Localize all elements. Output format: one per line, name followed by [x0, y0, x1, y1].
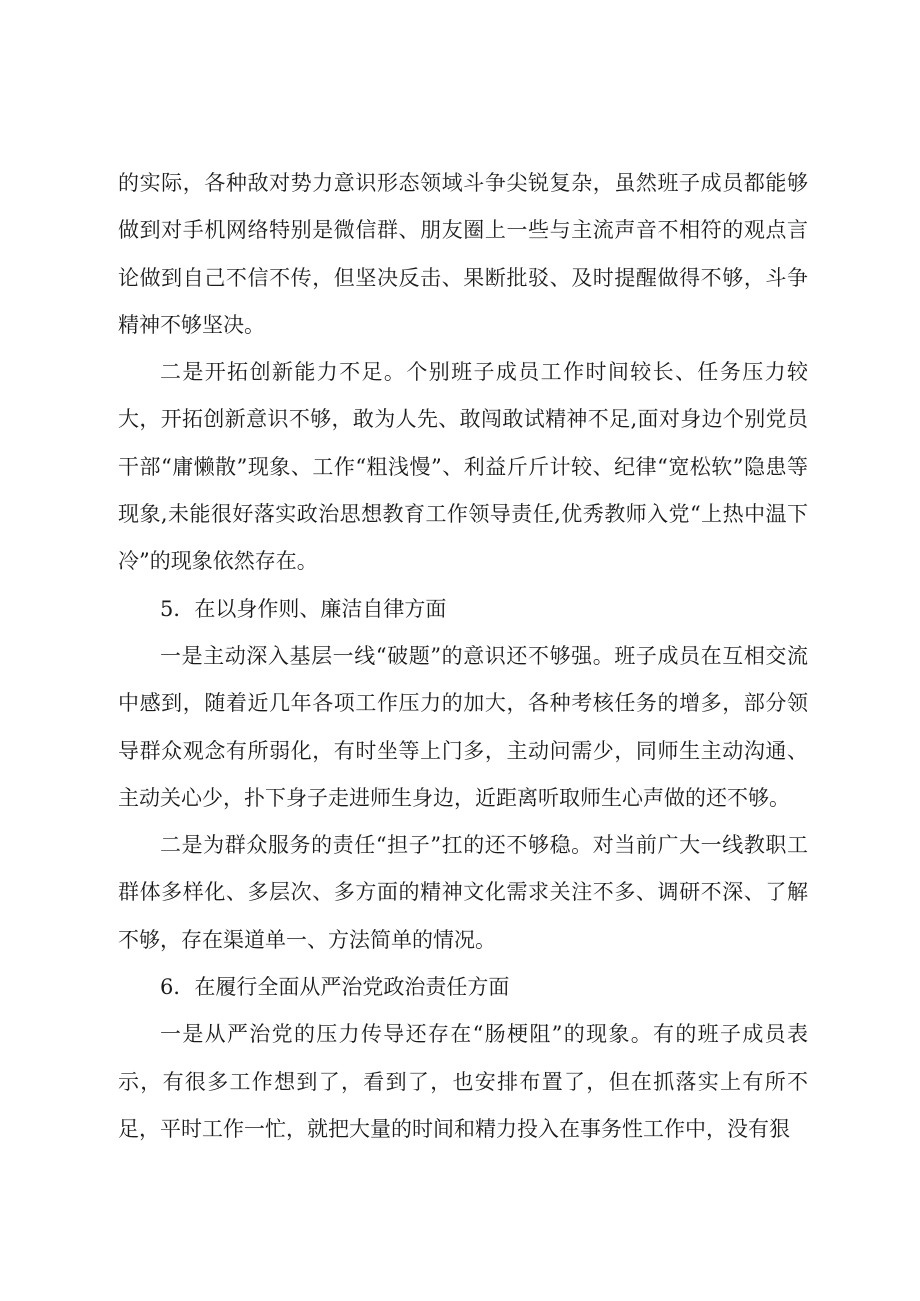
- paragraph-continuation: 的实际，各种敌对势力意识形态领域斗争尖锐复杂，虽然班子成员都能够做到对手机网络特别是微信群、朋友圈上一些与主流声音不相符的观点言论做到自己不信不传，但坚决反击、果断批驳、及时提醒做得不够，斗争精神不够坚决。: [118, 171, 808, 337]
- section-heading-6: 6．在履行全面从严治党政治责任方面: [160, 975, 510, 1000]
- paragraph-discipline: 一是从严治党的压力传导还存在“肠梗阻”的现象。有的班子成员表示，有很多工作想到了，看到了，也安排布置了，但在抓落实上有所不足，平时工作一忙，就把大量的时间和精力投入在事务性工作中，没有狠: [118, 1022, 808, 1141]
- paragraph-innovation: 二是开拓创新能力不足。个别班子成员工作时间较长、任务压力较大，开拓创新意识不够，敢为人先、敢闯敢试精神不足,面对身边个别党员干部“庸懒散”现象、工作“粗浅慢”、利益斤斤计较、纪律“宽松软”隐患等现象,未能很好落实政治思想教育工作领导责任,优秀教师入党“上热中温下冷”的现象依然存在。: [118, 360, 808, 574]
- paragraph-service: 二是为群众服务的责任“担子”扛的还不够稳。对当前广大一线教职工群体多样化、多层次、多方面的精神文化需求关注不多、调研不深、了解不够，存在渠道单一、方法简单的情况。: [118, 833, 808, 952]
- document-body: [118, 160, 808, 1153]
- paragraph-grassroots: 一是主动深入基层一线“破题”的意识还不够强。班子成员在互相交流中感到，随着近几年各项工作压力的加大，各种考核任务的增多，部分领导群众观念有所弱化，有时坐等上门多，主动问需少，同师生主动沟通、主动关心少，扑下身子走进师生身边，近距离听取师生心声做的还不够。: [118, 643, 808, 810]
- section-heading-5: 5．在以身作则、廉洁自律方面: [160, 596, 447, 621]
